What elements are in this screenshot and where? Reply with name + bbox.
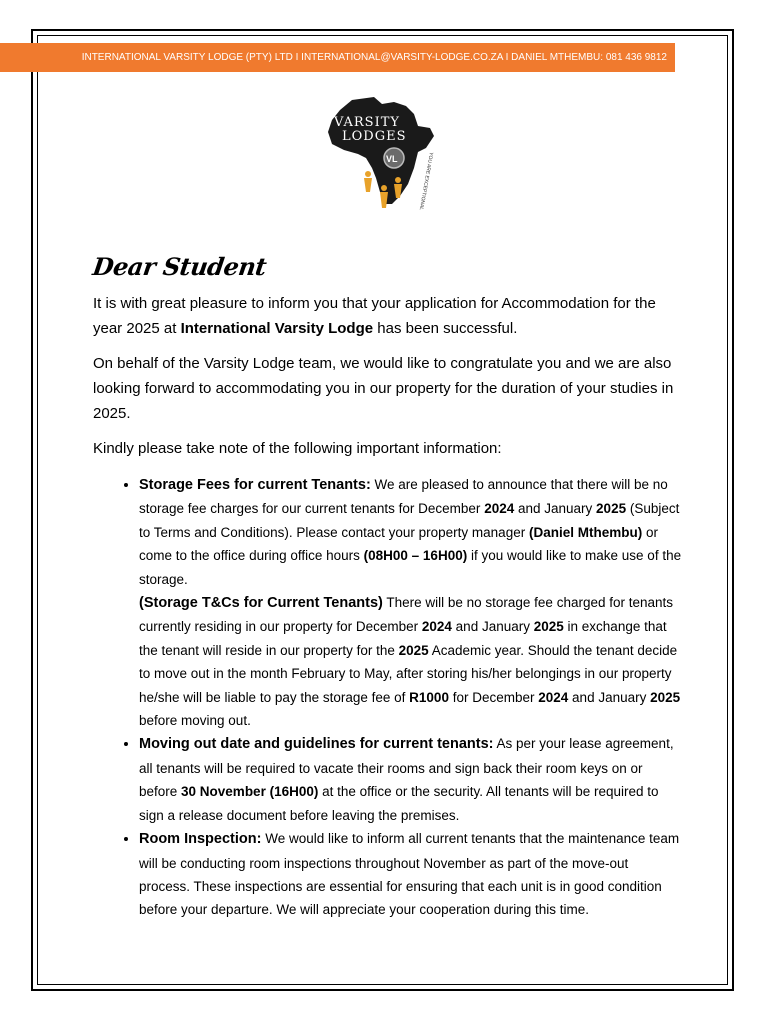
list-item-inspection: • Room Inspection: We would like to inform all current tenants that the maintenance team will be conducting room inspections throughout November as part of the move-out process. These inspections are essential for ensuring that each unit is in good condition before your departure. We will appreciate your cooperation during this time. <box>139 827 683 922</box>
inspection-title: Room Inspection: <box>139 831 262 848</box>
letter-body <box>90 252 683 922</box>
moving-title: Moving out date and guidelines for current tenants: <box>139 736 494 753</box>
lodge-name: International Varsity Lodge <box>180 320 374 337</box>
paragraph-congratulate: On behalf of the Varsity Lodge team, we would like to congratulate you and we are also looking forward to accommodating you in our property for the duration of your studies in 2025. <box>93 355 674 422</box>
logo-tagline: YOU ARE EXCEPTIONAL <box>417 151 434 211</box>
list-item-moving: • Moving out date and guidelines for current tenants: As per your lease agreement, all tenants will be required to vacate their rooms and sign back their room keys on or before 30 November (16H00) at the office or the security. All tenants will be required to sign a release document before leaving the premises. <box>139 732 683 827</box>
greeting-heading: Dear Student <box>90 252 269 281</box>
logo-badge: VL <box>386 154 398 164</box>
logo-line1: VARSITY <box>334 115 400 130</box>
paragraph-note: Kindly please take note of the following important information: <box>93 440 502 457</box>
list-item-storage: • Storage Fees for current Tenants: We are pleased to announce that there will be no storage fee charges for our current tenants for December 2024 and January 2025 (Subject to Terms and Conditions). Please contact your property manager (Daniel Mthembu) or come to the office during office hours (08H00 – 16H00) if you would like to make use of the storage. (Storage T&Cs for Current Tenants) There will be no storage fee charged for tenants currently residing in our property for December 2024 and January 2025 in exchange that the tenant will reside in our property for the 2025 Academic year. Should the tenant decide to move out in the month February to May, after storing his/her belongings in our property he/she will be liable to pay the storage fee of R1000 for December 2024 and January 2025 before moving out. <box>139 473 683 732</box>
paragraph-success: It is with great pleasure to inform you that your application for Accommodation for the year 2025 at International Varsity Lodge has been successful. <box>93 295 656 337</box>
africa-silhouette <box>328 97 434 204</box>
storage-tc-title: (Storage T&Cs for Current Tenants) <box>139 595 383 612</box>
logo-line2: LODGES <box>342 129 407 144</box>
info-list <box>93 473 683 922</box>
header-banner: INTERNATIONAL VARSITY LODGE (PTY) LTD I INTERNATIONAL@VARSITY-LODGE.CO.ZA I DANIEL MTHEMBU: 081 436 9812 <box>0 43 675 72</box>
africa-map-logo-icon <box>322 92 442 220</box>
storage-title: Storage Fees for current Tenants: <box>139 477 371 493</box>
